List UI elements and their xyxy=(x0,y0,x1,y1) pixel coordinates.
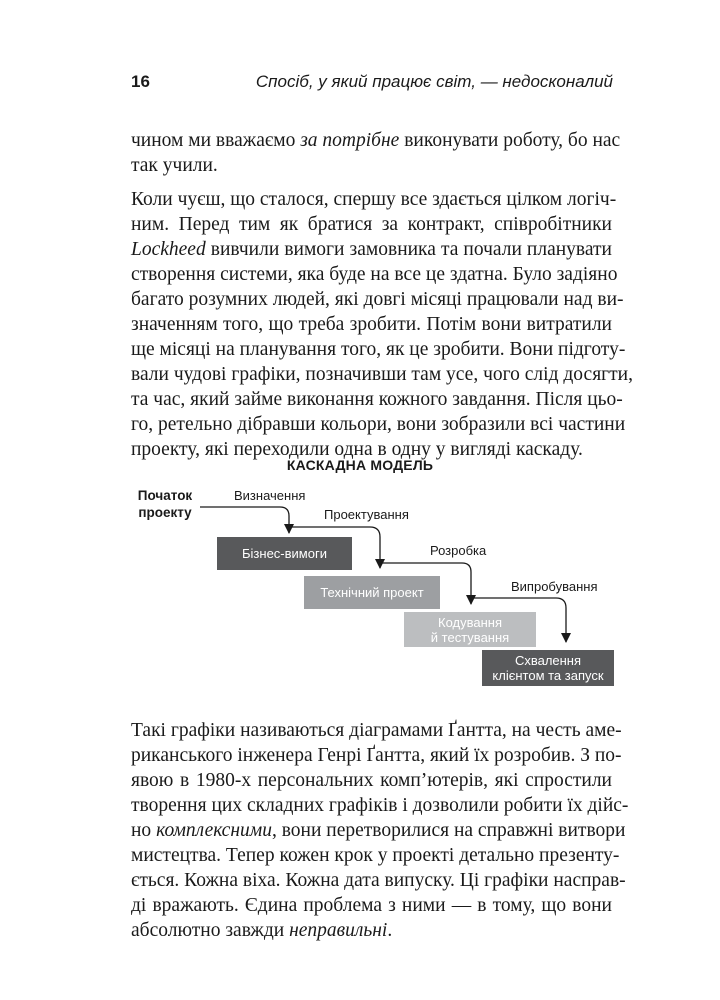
box-technical-design-line1: Технічний проект xyxy=(320,585,424,600)
text-line xyxy=(131,868,626,893)
arrow-development xyxy=(382,563,471,604)
text-line xyxy=(131,768,612,793)
arrow-definition xyxy=(200,507,289,533)
diagram-title: КАСКАДНА МОДЕЛЬ xyxy=(286,457,434,473)
text-run: вали чудові графіки, позначивши там усе, чого слід досягти, xyxy=(131,364,633,385)
running-title: Спосіб, у який працює світ, — недосконалий xyxy=(255,72,613,91)
text-line xyxy=(131,918,612,943)
text-run: ді вражають. Єдина проблема з ними — в тому, що вони xyxy=(131,895,612,916)
text-run: абсолютно завжди xyxy=(131,920,290,941)
text-run: так учили. xyxy=(131,155,218,176)
box-client-approval-launch-line1: Схвалення xyxy=(514,653,582,668)
project-start-line2: проекту xyxy=(138,505,192,520)
text-line xyxy=(131,843,620,868)
phase-label-development: Розробка xyxy=(430,543,487,558)
text-line xyxy=(131,818,626,843)
text-run: вивчили вимоги замовника та почали планувати xyxy=(205,239,612,260)
box-coding-testing-line2: й тестування xyxy=(430,629,510,645)
project-start-line1: Початок xyxy=(137,488,193,503)
text-run: , вони перетворилися на справжні витвори xyxy=(271,820,626,841)
phase-label-design: Проектування xyxy=(324,507,409,522)
arrow-design xyxy=(288,527,380,568)
text-run: значенням того, що треба зробити. Потім вони витратили xyxy=(131,314,612,335)
text-line xyxy=(131,743,622,768)
text-run: го, ретельно дібравши кольори, вони зобразили всі частини xyxy=(131,414,626,435)
text-line xyxy=(131,893,612,918)
text-run: ним. Перед тим як братися за контракт, співробітники xyxy=(131,214,612,235)
text-run: проекту, які переходили одна в одну у вигляді каскаду. xyxy=(131,439,583,460)
arrow-testing xyxy=(472,598,566,642)
text-run: багато розумних людей, які довгі місяці працювали над ви- xyxy=(131,289,624,310)
phase-label-definition: Визначення xyxy=(234,488,306,503)
phase-label-testing: Випробування xyxy=(511,579,598,594)
paragraph-3 xyxy=(131,718,629,943)
emphasis-run: комплексними xyxy=(156,820,272,841)
text-run: Коли чуєш, що сталося, спершу все здається цілком логіч- xyxy=(131,189,617,210)
text-run: та час, який займе виконання кожного завдання. Після цьо- xyxy=(131,389,623,410)
text-run: ще місяці на планування того, як це зробити. Вони підготу- xyxy=(131,339,626,360)
text-run: Такі графіки називаються діаграмами Ґантта, на честь аме- xyxy=(131,720,622,741)
text-run: виконувати роботу, бо нас xyxy=(399,130,621,151)
text-run: но xyxy=(131,820,157,841)
text-line xyxy=(131,793,629,818)
emphasis-run: за потрібне xyxy=(300,130,400,151)
box-client-approval-launch-line2: клієнтом та запуск xyxy=(492,668,604,683)
page-number: 16 xyxy=(131,72,150,91)
text-run: чином ми вважаємо xyxy=(131,130,301,151)
emphasis-run: неправильні xyxy=(289,920,388,941)
text-run: створення системи, яка буде на все це здатна. Було задіяно xyxy=(131,264,618,285)
text-run: риканського інженера Генрі Ґантта, який їх розробив. З по- xyxy=(131,745,622,766)
text-line xyxy=(131,718,622,743)
text-run: мистецтва. Тепер кожен крок у проекті детально презенту- xyxy=(131,845,620,866)
text-run: творення цих складних графіків і дозволили робити їх дійс- xyxy=(131,795,629,816)
box-coding-testing-line1: Кодування xyxy=(438,614,502,630)
emphasis-run: Lockheed xyxy=(131,239,206,260)
text-run: ється. Кожна віха. Кожна дата випуску. Ці графіки насправ- xyxy=(131,870,626,891)
text-run: явою в 1980-х персональних комп’ютерів, які спростили xyxy=(131,770,612,791)
box-business-requirements-line1: Бізнес-вимоги xyxy=(242,546,327,561)
text-run: . xyxy=(387,920,393,941)
